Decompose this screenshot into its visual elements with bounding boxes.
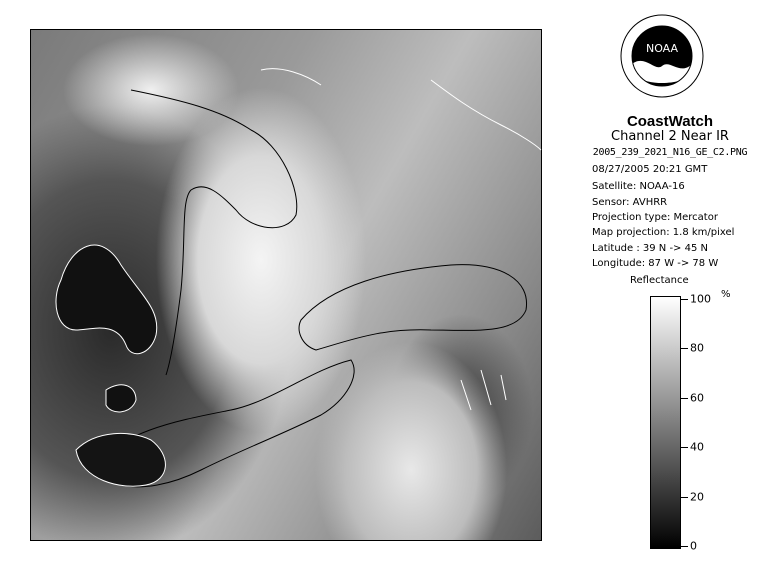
colorbar-tick-label: 0 bbox=[690, 539, 697, 553]
coastline-overlay bbox=[31, 30, 543, 542]
sensor-label: Sensor: AVHRR bbox=[592, 197, 668, 208]
colorbar-title: Reflectance bbox=[630, 275, 689, 286]
file-name: 2005_239_2021_N16_GE_C2.PNG bbox=[592, 147, 748, 158]
colorbar-tick-label: 100 bbox=[690, 292, 711, 306]
colorbar-tick-label: 60 bbox=[690, 391, 704, 405]
colorbar-tick bbox=[681, 299, 688, 300]
colorbar-tick bbox=[681, 348, 688, 349]
colorbar-tick bbox=[681, 497, 688, 498]
latitude-label: Latitude : 39 N -> 45 N bbox=[592, 243, 708, 254]
finger-lakes bbox=[461, 370, 506, 410]
colorbar-tick-label: 20 bbox=[690, 490, 704, 504]
projection-type-label: Projection type: Mercator bbox=[592, 212, 718, 223]
colorbar-tick-label: 80 bbox=[690, 341, 704, 355]
channel-title: Channel 2 Near IR bbox=[611, 129, 729, 144]
noaa-logo-text: NOAA bbox=[645, 42, 679, 55]
colorbar-tick bbox=[681, 398, 688, 399]
satellite-image bbox=[30, 29, 542, 541]
northeast-shore bbox=[431, 80, 541, 150]
longitude-label: Longitude: 87 W -> 78 W bbox=[592, 258, 719, 269]
colorbar bbox=[650, 296, 681, 549]
western-basin bbox=[76, 433, 165, 486]
brand-title: CoastWatch bbox=[626, 113, 714, 130]
northern-islands bbox=[261, 69, 321, 85]
date-time: 08/27/2005 20:21 GMT bbox=[592, 164, 708, 175]
colorbar-tick bbox=[681, 447, 688, 448]
lake-st-clair bbox=[106, 385, 136, 412]
noaa-logo bbox=[620, 14, 704, 98]
lake-michigan-outline bbox=[56, 245, 157, 354]
lake-ontario-outline bbox=[299, 265, 526, 350]
colorbar-unit: % bbox=[721, 289, 731, 300]
map-projection-label: Map projection: 1.8 km/pixel bbox=[592, 227, 735, 238]
colorbar-tick bbox=[681, 546, 688, 547]
satellite-label: Satellite: NOAA-16 bbox=[592, 181, 685, 192]
colorbar-tick-label: 40 bbox=[690, 440, 704, 454]
